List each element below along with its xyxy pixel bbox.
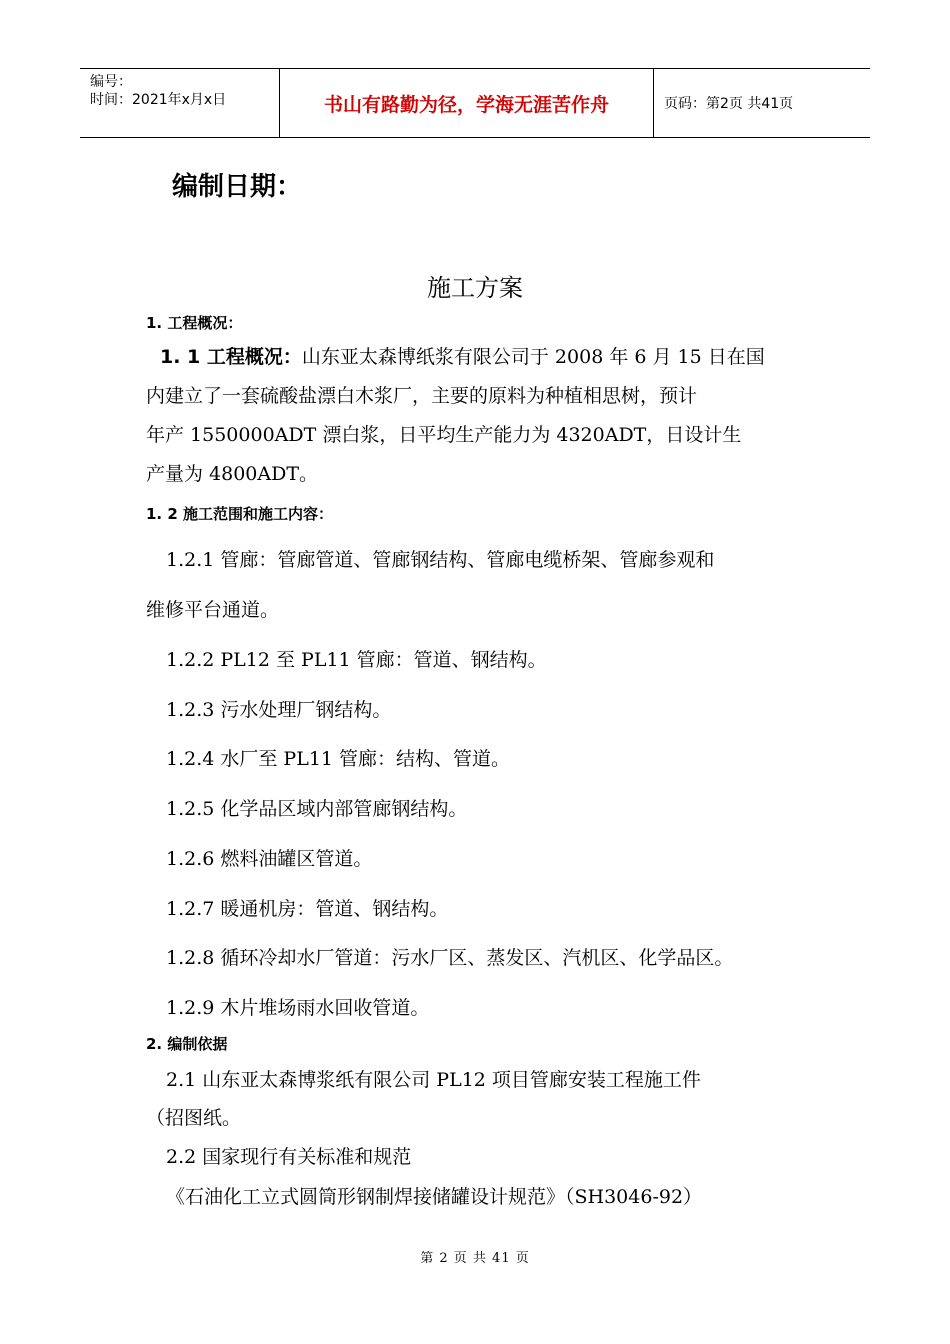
paragraph-1-1-line-1 — [160, 342, 765, 369]
page-header — [80, 68, 870, 138]
subsection-1-2-heading: 1. 2 施工范围和施工内容： — [146, 505, 334, 523]
item-2-2-standard: 《石油化工立式圆筒形钢制焊接储罐设计规范》（SH3046-92） — [166, 1186, 703, 1208]
item-1-2-1-line-1: 1.2.1 管廊：管廊管道、管廊钢结构、管廊电缆桥架、管廊参观和 — [166, 549, 715, 571]
paragraph-1-1-line-4: 产量为 4800ADT。 — [146, 463, 319, 485]
item-1-2-1-line-2: 维修平台通道。 — [146, 599, 280, 621]
section-1-heading: 1. 工程概况： — [146, 314, 243, 332]
header-number-label: 编号： — [90, 74, 132, 90]
item-1-2-5: 1.2.5 化学品区域内部管廊钢结构。 — [166, 798, 468, 820]
paragraph-1-1-line-3: 年产 1550000ADT 漂白浆，日平均生产能力为 4320ADT，日设计生 — [146, 424, 742, 446]
paragraph-1-1-text: 山东亚太森博纸浆有限公司于 2008 年 6 月 15 日在国 — [301, 346, 765, 368]
item-1-2-3: 1.2.3 污水处理厂钢结构。 — [166, 699, 392, 721]
item-1-2-9: 1.2.9 木片堆场雨水回收管道。 — [166, 997, 430, 1019]
item-1-2-4: 1.2.4 水厂至 PL11 管廊：结构、管道。 — [166, 748, 511, 770]
date-heading: 编制日期： — [172, 172, 303, 202]
header-page-info: 页码：第2页 共41页 — [664, 96, 794, 112]
item-1-2-7: 1.2.7 暖通机房：管道、钢结构。 — [166, 898, 449, 920]
paragraph-1-1-lead: 1. 1 工程概况： — [160, 346, 302, 368]
header-time-label: 时间：2021年x月x日 — [90, 92, 227, 108]
item-2-1-line-2: （招图纸。 — [146, 1107, 242, 1129]
item-1-2-8: 1.2.8 循环冷却水厂管道：污水厂区、蒸发区、汽机区、化学品区。 — [166, 947, 734, 969]
header-meta — [80, 69, 280, 137]
paragraph-1-1-line-2: 内建立了一套硫酸盐漂白木浆厂，主要的原料为种植相思树，预计 — [146, 385, 698, 407]
section-2-heading: 2. 编制依据 — [146, 1035, 228, 1053]
document-title: 施工方案 — [427, 274, 523, 302]
item-2-2: 2.2 国家现行有关标准和规范 — [166, 1146, 412, 1168]
header-motto: 书山有路勤为径，学海无涯苦作舟 — [280, 69, 654, 137]
page-footer: 第 2 页 共 41 页 — [420, 1251, 530, 1266]
item-1-2-6: 1.2.6 燃料油罐区管道。 — [166, 848, 373, 870]
item-1-2-2: 1.2.2 PL12 至 PL11 管廊：管道、钢结构。 — [166, 649, 547, 671]
item-2-1-line-1: 2.1 山东亚太森博浆纸有限公司 PL12 项目管廊安装工程施工件 — [166, 1069, 701, 1091]
